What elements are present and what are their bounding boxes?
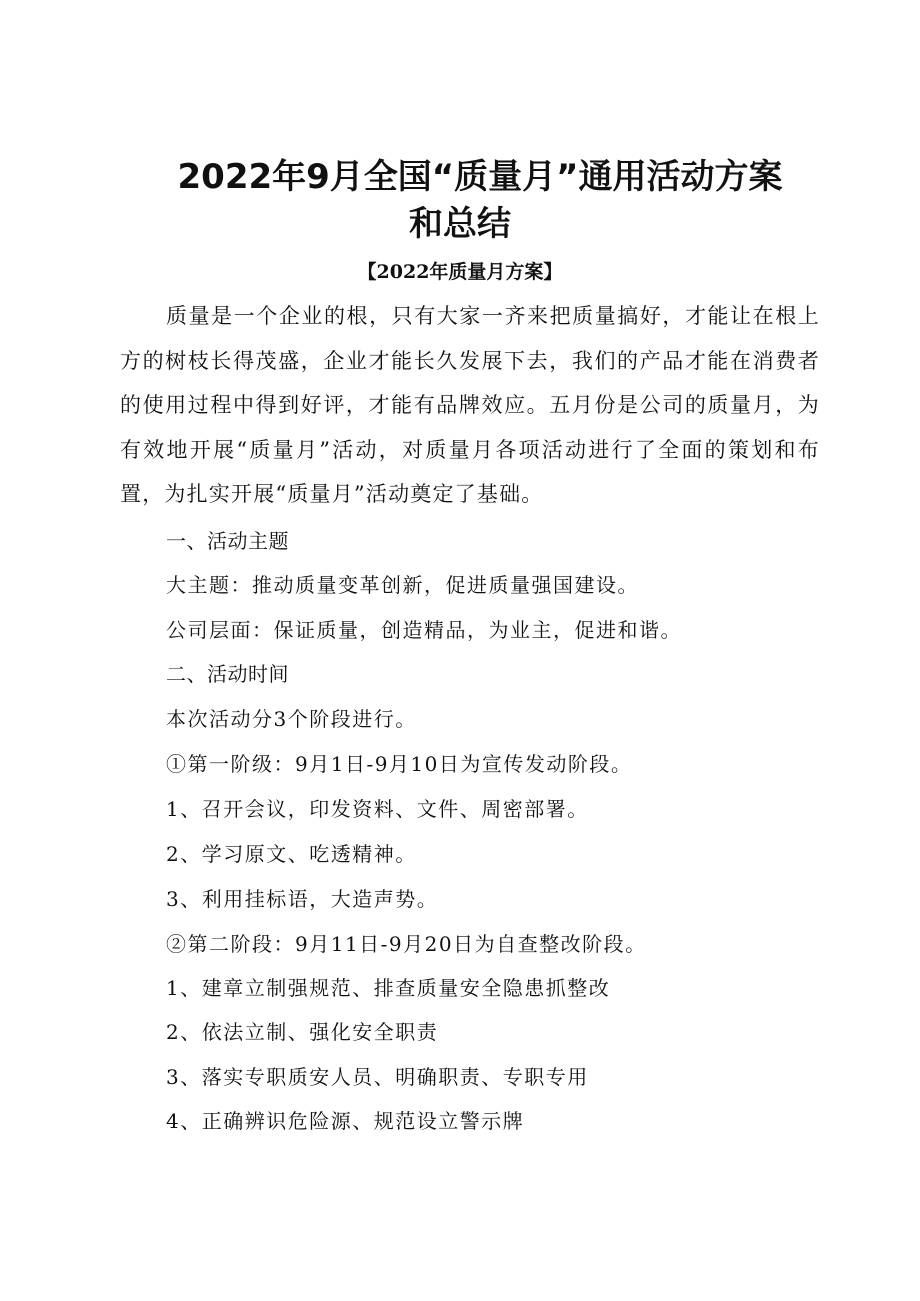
- list-item: 1、召开会议，印发资料、文件、周密部署。: [166, 797, 589, 821]
- list-item: 1、建章立制强规范、排查质量安全隐患抓整改: [166, 976, 611, 1000]
- stage2-heading: ②第二阶段：9月11日-9月20日为自查整改阶段。: [166, 932, 647, 956]
- list-item: 3、落实专职质安人员、明确职责、专职专用: [166, 1065, 589, 1089]
- list-item: 2、学习原文、吃透精神。: [166, 842, 417, 866]
- document-subtitle: 【2022年质量月方案】: [357, 261, 563, 283]
- theme-company: 公司层面：保证质量，创造精品，为业主，促进和谐。: [166, 618, 682, 642]
- document-title-line2: 和总结: [409, 204, 511, 244]
- list-item: 2、依法立制、强化安全职责: [166, 1020, 439, 1044]
- list-item: 3、利用挂标语，大造声势。: [166, 887, 439, 911]
- section-heading-time: 二、活动时间: [166, 662, 289, 686]
- section-heading-theme: 一、活动主题: [166, 529, 289, 553]
- time-intro: 本次活动分3个阶段进行。: [166, 707, 417, 731]
- intro-paragraph: 质量是一个企业的根，只有大家一齐来把质量搞好，才能让在根上方的树枝长得茂盛，企业才能长久发展下去，我们的产品才能在消费者的使用过程中得到好评，才能有品牌效应。五月份是公司的质量月，为有效地开展“质量月”活动，对质量月各项活动进行了全面的策划和布置，为扎实开展“质量月”活动奠定了基础。: [120, 304, 820, 506]
- stage1-heading: ①第一阶级：9月1日-9月10日为宣传发动阶段。: [166, 752, 633, 776]
- document-title-line1: 2022年9月全国“质量月”通用活动方案: [177, 157, 783, 197]
- list-item: 4、正确辨识危险源、规范设立警示牌: [166, 1109, 525, 1133]
- theme-main: 大主题：推动质量变革创新，促进质量强国建设。: [166, 573, 639, 597]
